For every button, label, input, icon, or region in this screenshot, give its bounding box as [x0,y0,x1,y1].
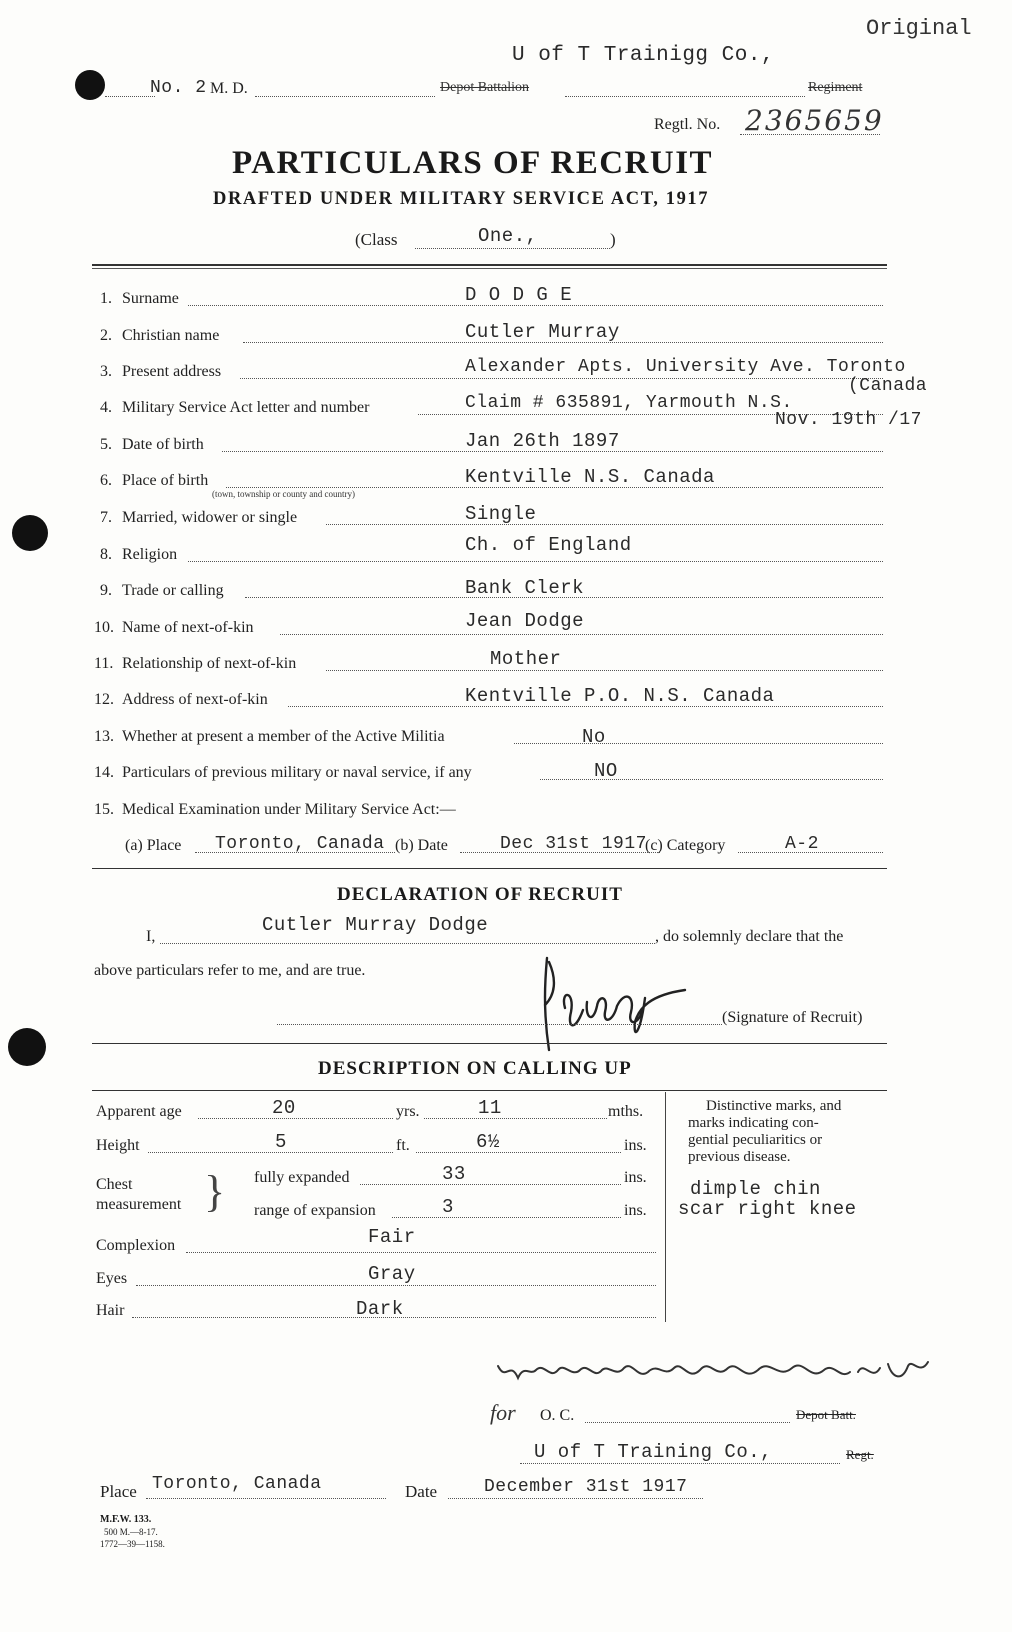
height-in-dotline [416,1152,621,1153]
field-num: 15. [94,801,114,818]
hair-label: Hair [96,1302,125,1319]
mths-dotline [424,1118,607,1119]
complexion-value: Fair [368,1226,416,1248]
marks-value-line1: dimple chin [690,1178,821,1200]
field-num: 9. [100,582,112,599]
signature-dotline [277,1024,722,1025]
field-label-present-address: Present address [122,363,222,380]
ins-label-2: ins. [624,1169,647,1186]
form-code-1: M.F.W. 133. [100,1514,152,1525]
oc-struck: Depot Batt. [796,1407,856,1422]
oc-dotline [585,1422,790,1423]
range-value: 3 [442,1196,454,1218]
field-extra-present-address: (Canada [848,376,928,396]
medical-place-label: (a) Place [125,837,182,854]
medical-category-label: (c) Category [645,837,726,854]
declaration-rule [92,1043,887,1044]
yrs-label: yrs. [396,1103,420,1120]
field-num: 5. [100,436,112,453]
ft-label: ft. [396,1137,410,1154]
field-label-date-of-birth: Date of birth [122,436,204,453]
declaration-i: I, [146,928,156,945]
field-note-place-of-birth: (town, township or county and country) [212,489,355,499]
title-rule [92,264,887,266]
field-extra-msa-claim: Nov. 19th /17 [775,410,922,430]
field-num: 2. [100,327,112,344]
oc-label: O. C. [540,1407,575,1424]
fully-expanded-value: 33 [442,1163,466,1185]
field-value-marital-status: Single [465,503,537,525]
medical-rule [92,868,887,869]
regtl-no-value: 2365659 [745,104,884,137]
field-label-kin-relationship: Relationship of next-of-kin [122,655,297,672]
field-dotline [540,779,883,780]
declaration-name: Cutler Murray Dodge [262,914,489,936]
height-feet: 5 [275,1131,287,1153]
field-value-religion: Ch. of England [465,534,632,556]
medical-category-value: A-2 [785,834,819,854]
complexion-dotline [186,1252,656,1253]
marks-value-line2: scar right knee [678,1198,857,1220]
marks-heading-line3: gential peculiaritics or [688,1132,823,1148]
regtl-no-label: Regtl. No. [654,116,721,133]
field-num: 7. [100,509,112,526]
md-dotline-2 [255,96,435,97]
eyes-dotline [136,1285,656,1286]
md-number: No. 2 [150,78,207,98]
declaration-line2: above particulars refer to me, and are true. [94,962,366,979]
height-inches: 6½ [476,1131,500,1153]
md-label: M. D. [210,80,248,97]
mths-label: mths. [608,1103,644,1120]
field-label-active-militia: Whether at present a member of the Active Militia [122,728,445,745]
officer-unit-typed: U of T Training Co., [534,1441,773,1463]
footer-date-dotline [448,1498,703,1499]
chest-label: Chest [96,1176,133,1193]
officer-unit-dotline [520,1463,840,1464]
title-rule-2 [92,268,887,269]
footer-date-label: Date [405,1482,438,1501]
depot-dotline [565,96,805,97]
field-num: 3. [100,363,112,380]
regtl-dotline [740,134,880,135]
range-label: range of expansion [254,1202,376,1219]
field-label-religion: Religion [122,546,178,563]
field-label-previous-service: Particulars of previous military or naval service, if any [122,764,472,781]
field-dotline [514,743,883,744]
form-title: PARTICULARS OF RECRUIT [232,145,714,181]
eyes-label: Eyes [96,1270,128,1287]
eyes-value: Gray [368,1263,416,1285]
punch-hole-middle [12,515,48,551]
field-num: 12. [94,691,114,708]
field-label-trade: Trade or calling [122,582,224,599]
field-value-place-of-birth: Kentville N.S. Canada [465,466,715,488]
declaration-text: , do solemnly declare that the [655,928,844,945]
field-value-next-of-kin: Jean Dodge [465,610,585,632]
regiment-struck: Regiment [808,80,863,95]
hair-value: Dark [356,1298,404,1320]
declaration-name-dotline [160,943,655,944]
fully-expanded-label: fully expanded [254,1169,350,1186]
field-num: 4. [100,399,112,416]
apparent-age-label: Apparent age [96,1103,182,1120]
ins-label: ins. [624,1137,647,1154]
for-text: for [490,1400,516,1425]
md-dotline [105,96,155,97]
apparent-age-years: 20 [272,1097,296,1119]
field-label-next-of-kin: Name of next-of-kin [122,619,254,636]
footer-place-dotline [146,1498,386,1499]
field-num: 11. [94,655,114,672]
field-num: 14. [94,764,114,781]
field-value-trade: Bank Clerk [465,577,585,599]
depot-struck: Depot Battalion [440,80,530,95]
fully-expanded-dotline [360,1184,621,1185]
field-label-place-of-birth: Place of birth [122,472,209,489]
field-value-previous-service: NO [594,760,618,782]
height-label: Height [96,1137,140,1154]
signature-label: (Signature of Recruit) [722,1009,863,1026]
field-value-kin-address: Kentville P.O. N.S. Canada [465,685,775,707]
form-code-3: 1772—39—1158. [100,1539,165,1549]
class-dotline [415,248,610,249]
measurement-label: measurement [96,1196,182,1213]
field-dotline [240,378,883,379]
medical-date-label: (b) Date [395,837,448,854]
class-value: One., [478,225,538,247]
officer-signature [488,1352,938,1404]
marks-heading-line4: previous disease. [688,1149,791,1165]
declaration-heading: DECLARATION OF RECRUIT [337,884,623,905]
field-num: 1. [100,290,112,307]
marks-heading-line2: marks indicating con- [688,1115,819,1131]
unit-typed: U of T Trainigg Co., [512,44,775,67]
field-value-active-militia: No [582,726,606,748]
class-label: (Class [355,230,398,249]
field-num: 6. [100,472,112,489]
field-label-medical-exam: Medical Examination under Military Service Act:— [122,801,456,818]
chest-brace: } [204,1167,226,1216]
field-label-christian-name: Christian name [122,327,220,344]
footer-date-value: December 31st 1917 [484,1477,688,1497]
marks-heading-line1: Distinctive marks, and [706,1098,842,1114]
field-dotline [188,561,883,562]
description-rule [92,1090,887,1091]
punch-hole-bottom [8,1028,46,1066]
field-value-kin-relationship: Mother [490,648,562,670]
field-label-surname: Surname [122,290,179,307]
form-code-2: 500 M.—8-17. [104,1527,158,1537]
description-divider [665,1092,666,1322]
footer-place-label: Place [100,1482,137,1501]
field-value-surname: D O D G E [465,284,573,306]
range-dotline [392,1217,621,1218]
height-ft-dotline [148,1152,393,1153]
description-heading: DESCRIPTION ON CALLING UP [318,1058,632,1079]
punch-hole-top [75,70,105,100]
field-num: 8. [100,546,112,563]
officer-unit-struck: Regt. [846,1447,874,1462]
field-value-present-address: Alexander Apts. University Ave. Toronto [465,357,906,377]
field-value-christian-name: Cutler Murray [465,321,620,343]
field-dotline [326,670,883,671]
medical-date-value: Dec 31st 1917 [500,834,647,854]
field-num: 10. [94,619,114,636]
field-label-marital-status: Married, widower or single [122,509,298,526]
field-dotline [326,524,883,525]
field-label-kin-address: Address of next-of-kin [122,691,268,708]
field-label-msa-claim: Military Service Act letter and number [122,399,370,416]
apparent-age-months: 11 [478,1097,502,1119]
class-close: ) [610,230,616,249]
medical-place-value: Toronto, Canada [215,834,385,854]
footer-place-value: Toronto, Canada [152,1474,322,1494]
field-value-msa-claim: Claim # 635891, Yarmouth N.S. [465,393,793,413]
form-subtitle: DRAFTED UNDER MILITARY SERVICE ACT, 1917 [213,189,710,209]
ins-label-3: ins. [624,1202,647,1219]
field-dotline [280,634,883,635]
field-value-date-of-birth: Jan 26th 1897 [465,430,620,452]
corner-note: Original [866,16,972,41]
complexion-label: Complexion [96,1237,176,1254]
field-num: 13. [94,728,114,745]
